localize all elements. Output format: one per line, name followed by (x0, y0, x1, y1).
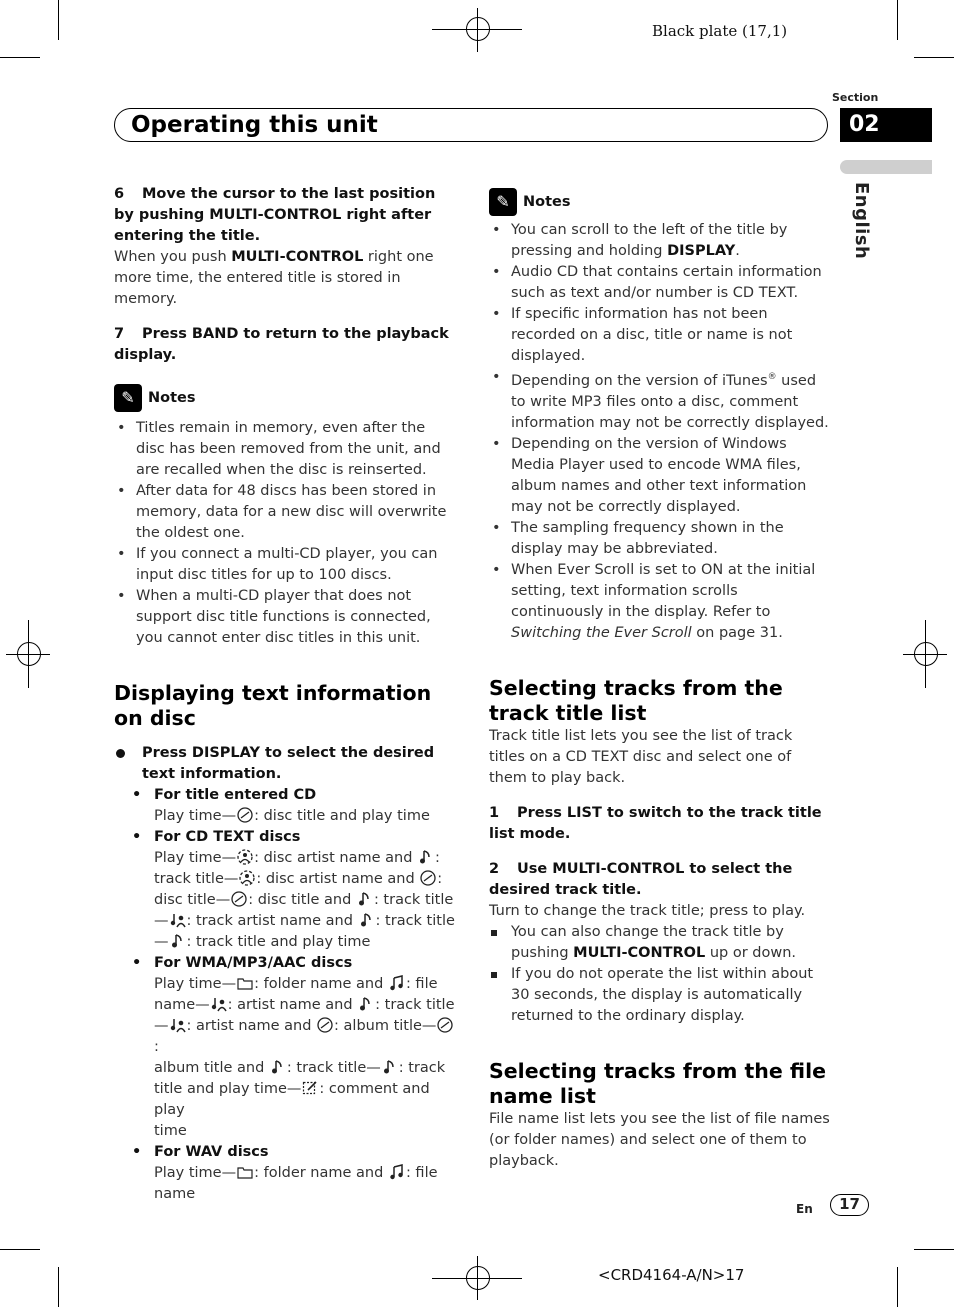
notes-list (489, 220, 831, 644)
list-item: • Audio CD that contains certain information such as text and/or number is CD TEXT. (489, 262, 831, 304)
list-item: • Depending on the version of Windows Media Player used to encode WMA files, album names and other text information may not be correctly displayed. (489, 434, 831, 518)
note-icon (418, 849, 434, 865)
section-tab-decoration (840, 160, 932, 174)
instruction: Press DISPLAY to select the desired text information. (114, 743, 456, 785)
page-number: 17 (830, 1194, 869, 1216)
artist-icon (170, 1017, 186, 1033)
list-item: • The sampling frequency shown in the display may be abbreviated. (489, 518, 831, 560)
list-item: • If specific information has not been recorded on a disc, title or name is not displayed. (489, 304, 831, 367)
step-6: 6 Move the cursor to the last position by pushing MULTI-CONTROL right after entering the title. (114, 186, 436, 244)
crop-mark (0, 57, 40, 58)
note-icon (170, 933, 186, 949)
pencil-icon: ✎ (114, 384, 142, 412)
notes-header: ✎ Notes (489, 188, 831, 216)
list-item: • After data for 48 discs has been stored in memory, data for a new disc will overwrite the oldest one. (114, 481, 456, 544)
list-item: If you do not operate the list within about 30 seconds, the display is automatically returned to the ordinary display. (489, 964, 831, 1027)
display-sequence: Play time— : disc title and play time (154, 808, 430, 824)
section-heading: Selecting tracks from the file name list (489, 1058, 827, 1108)
step-2: 2 Use MULTI-CONTROL to select the desired track title. (489, 860, 793, 898)
crop-mark (0, 1249, 40, 1250)
section-label: Section (832, 91, 879, 104)
crop-mark (897, 0, 898, 40)
list-item: • Depending on the version of iTunes® used to write MP3 files onto a disc, comment information may not be correctly displayed. (489, 367, 831, 434)
artist-icon (211, 996, 227, 1012)
file-icon (389, 1164, 405, 1180)
artist-icon (170, 912, 186, 928)
list-item: • If you connect a multi-CD player, you can input disc titles for up to 100 discs. (114, 544, 456, 586)
step-6-body: When you push MULTI-CONTROL right one more time, the entered title is stored in memory. (114, 249, 434, 307)
note-icon (382, 1059, 398, 1075)
note-icon (270, 1059, 286, 1075)
display-sequence: Play time— : folder name and : file name— : artist name and : track title — : artist name and : album title—: album title and : track title— : track title and play time— : comment and play time (154, 976, 455, 1139)
folder-icon (237, 1164, 253, 1180)
folder-icon (237, 975, 253, 991)
sub-heading: • For WAV discs (154, 1142, 456, 1163)
sub-heading: • For CD TEXT discs (154, 827, 456, 848)
step-2-body: Turn to change the track title; press to play. (489, 902, 806, 919)
plate-label: Black plate (17,1) (652, 22, 788, 40)
sub-heading: • For title entered CD (154, 785, 456, 806)
crop-mark (58, 0, 59, 40)
notes-header: ✎ Notes (114, 384, 456, 412)
disc-icon (420, 870, 436, 886)
left-column (114, 184, 456, 1205)
pencil-icon: ✎ (489, 188, 517, 216)
sub-heading: • For WMA/MP3/AAC discs (154, 953, 456, 974)
section-heading: Selecting tracks from the track title list (489, 675, 783, 725)
note-icon (358, 996, 374, 1012)
note-icon (359, 912, 375, 928)
page-title: Operating this unit (131, 112, 378, 138)
album-icon (317, 1017, 333, 1033)
list-item: • You can scroll to the left of the title by pressing and holding DISPLAY. (489, 220, 831, 262)
comment-icon (302, 1080, 318, 1096)
list-item: • Titles remain in memory, even after the disc has been removed from the unit, and are recalled when the disc is reinserted. (114, 418, 456, 481)
list-item: • When Ever Scroll is set to ON at the initial setting, text information scrolls continuously in the display. Refer to Switching the Ever Scroll on page 31. (489, 560, 831, 644)
paragraph: Track title list lets you see the list of track titles on a CD TEXT disc and select one of them to play back. (489, 727, 793, 786)
album-icon (437, 1017, 453, 1033)
disc-artist-icon (239, 870, 255, 886)
disc-artist-icon (237, 849, 253, 865)
right-column (489, 188, 831, 1172)
crop-mark (897, 1267, 898, 1307)
paragraph: File name list lets you see the list of file names (or folder names) and select one of them to playback. (489, 1110, 830, 1169)
language-tab: English (851, 182, 872, 260)
display-sequence: Play time— : disc artist name and : track title— : disc artist name and : disc title— : disc title and : track title — : track artist name and : track title — : track title and play time (154, 850, 455, 950)
section-heading: Displaying text information on disc (114, 681, 432, 730)
notes-list (114, 418, 456, 649)
step-7: 7 Press BAND to return to the playback display. (114, 326, 449, 363)
note-icon (357, 891, 373, 907)
crop-mark (58, 1267, 59, 1307)
list-item: • When a multi-CD player that does not support disc title functions is connected, you cannot enter disc titles in this unit. (114, 586, 456, 649)
document-code: <CRD4164-A/N>17 (598, 1266, 745, 1284)
tips-list (489, 922, 831, 1027)
footer-language: En (796, 1202, 813, 1216)
list-item: You can also change the track title by pushing MULTI-CONTROL up or down. (489, 922, 831, 964)
disc-icon (231, 891, 247, 907)
step-1: 1 Press LIST to switch to the track title list mode. (489, 804, 822, 842)
crop-mark (914, 57, 954, 58)
disc-icon (237, 807, 253, 823)
file-icon (389, 975, 405, 991)
cd-group (114, 785, 456, 1205)
display-sequence: Play time— : folder name and : file name (154, 1165, 438, 1202)
crop-mark (914, 1249, 954, 1250)
section-number: 02 (840, 108, 932, 142)
